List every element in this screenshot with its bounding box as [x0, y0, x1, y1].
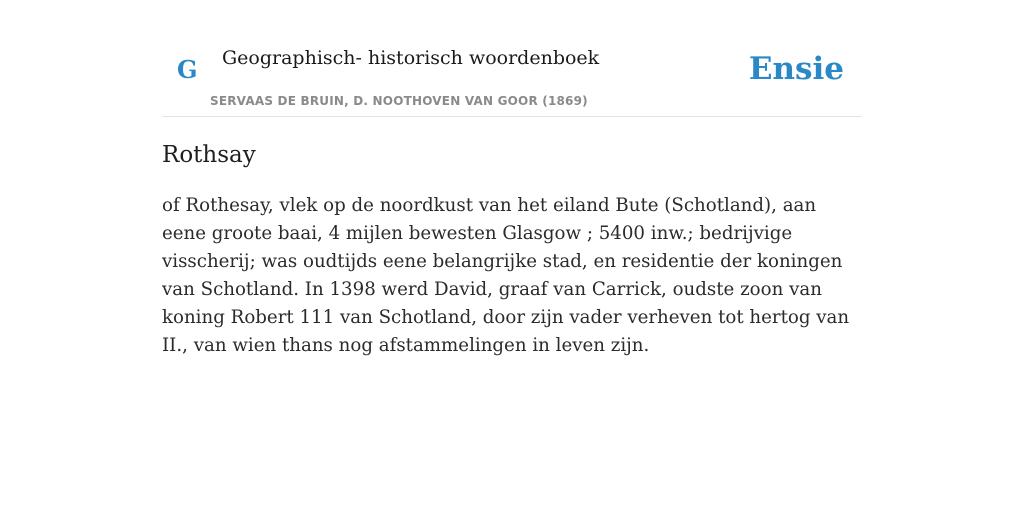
book-letter-icon: G [177, 55, 198, 84]
book-authors: SERVAAS DE BRUIN, D. NOOTHOVEN VAN GOOR (1869) [210, 94, 588, 108]
book-header [162, 0, 862, 117]
page [162, 0, 862, 356]
ensie-logo[interactable]: Ensie [748, 51, 844, 87]
entry-body: of Rothesay, vlek op de noordkust van het eiland Bute (Schotland), aan eene groote baai, 4 mijlen bewesten Glasgow ; 5400 inw.; bedrijvige visscherij; was oudtijds eene belangrijke stad, en residentie der koningen van Schotland. In 1398 werd David, graaf van Carrick, oudste zoon van koning Robert 111 van Schotland, door zijn vader verheven tot hertog van II., van wien thans nog afstammelingen in leven zijn. [162, 195, 850, 356]
book-title[interactable]: Geographisch- historisch woordenboek [222, 47, 600, 69]
entry-title: Rothsay [162, 142, 256, 168]
